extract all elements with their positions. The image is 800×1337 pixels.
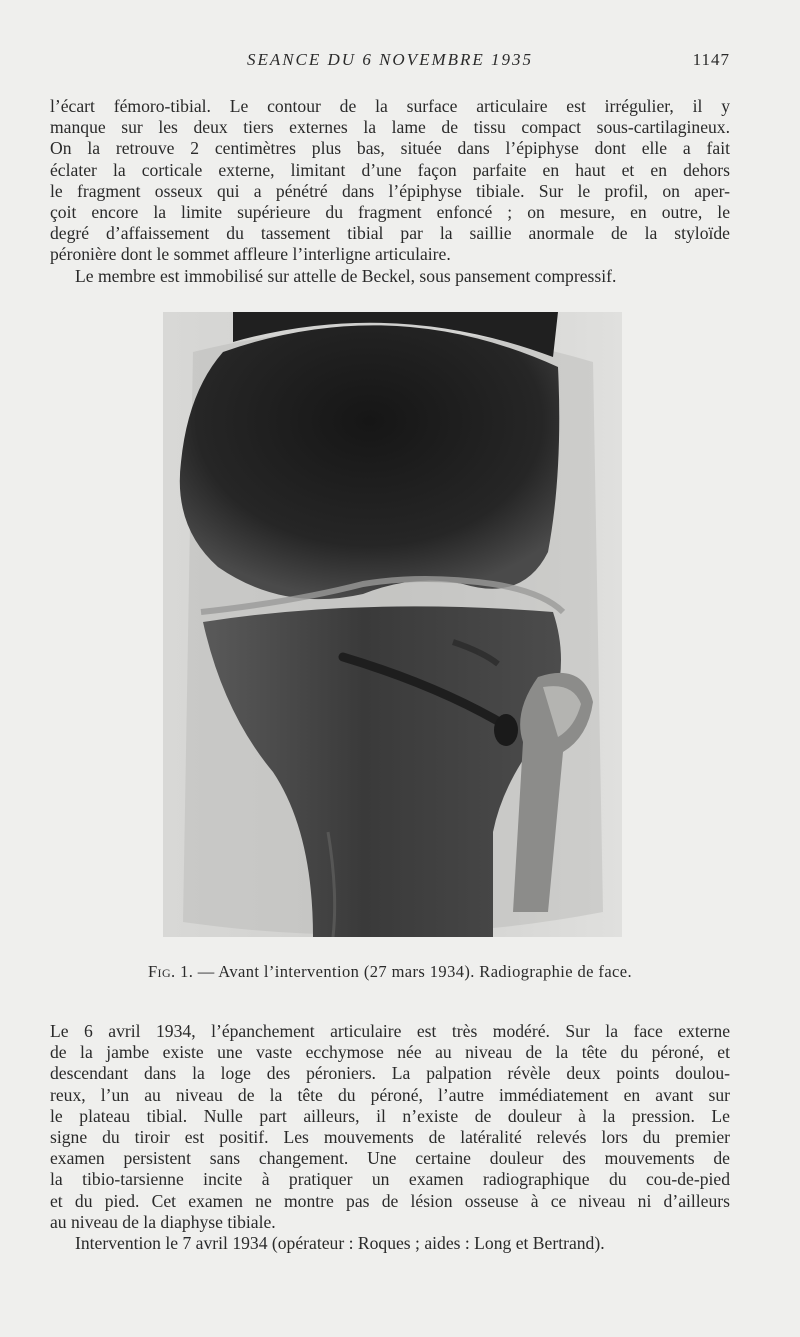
text-line: l’écart fémoro-tibial. Le contour de la surface articulaire est irrégulier, il y [50,96,730,116]
radiograph-figure [163,312,622,937]
running-title: SEANCE DU 6 NOVEMBRE 1935 [246,50,534,69]
text-line: manque sur les deux tiers externes la lame de tissu compact sous-cartilagineux. [50,117,730,138]
paragraph-2 [50,1021,730,1254]
figure-caption-text: — Avant l’intervention (27 mars 1934). Radiographie de face. [193,962,633,981]
text-line: la tibio-tarsienne incite à pratiquer un examen radiographique du cou-de-pied [50,1169,730,1190]
text-line: de la jambe existe une vaste ecchymose née au niveau de la tête du péroné, et [50,1042,730,1063]
paragraph-1 [50,96,730,287]
text-line: examen persistent sans changement. Une certaine douleur des mouvements de [50,1148,730,1169]
page-header [50,50,730,74]
knee-radiograph-image [163,312,622,937]
text-line: le plateau tibial. Nulle part ailleurs, il n’existe de douleur à la pression. Le [50,1105,730,1126]
figure-caption [50,962,730,982]
figure-label: Fig. 1. [147,962,194,981]
text-line: signe du tiroir est positif. Les mouvements de latéralité relevés lors du premier [50,1127,730,1148]
page-number: 1147 [692,50,730,69]
text-line: Le membre est immobilisé sur attelle de Beckel, sous pansement compressif. [75,265,617,286]
text-line: éclater la corticale externe, limitant d’une façon parfaite en haut et en dehors [50,159,730,180]
text-line: péronière dont le sommet affleure l’interligne articulaire. [50,244,451,265]
text-line: au niveau de la diaphyse tibiale. [50,1211,276,1232]
text-line: descendant dans la loge des péroniers. La palpation révèle deux points doulou- [50,1063,730,1084]
text-line: et du pied. Cet examen ne montre pas de lésion osseuse à ce niveau ni d’ailleurs [50,1190,730,1211]
text-line: le fragment osseux qui a pénétré dans l’épiphyse tibiale. Sur le profil, on aper- [50,180,730,201]
text-line: reux, l’un au niveau de la tête du péroné, l’autre immédiatement en avant sur [50,1084,730,1105]
text-line: On la retrouve 2 centimètres plus bas, située dans l’épiphyse dont elle a fait [50,138,730,159]
text-line: degré d’affaissement du tassement tibial par la saillie anormale de la styloïde [50,223,730,244]
text-line: Le 6 avril 1934, l’épanchement articulaire est très modéré. Sur la face externe [50,1021,730,1041]
text-line: çoit encore la limite supérieure du fragment enfoncé ; on mesure, en outre, le [50,202,730,223]
text-line: Intervention le 7 avril 1934 (opérateur : Roques ; aides : Long et Bertrand). [75,1233,605,1254]
